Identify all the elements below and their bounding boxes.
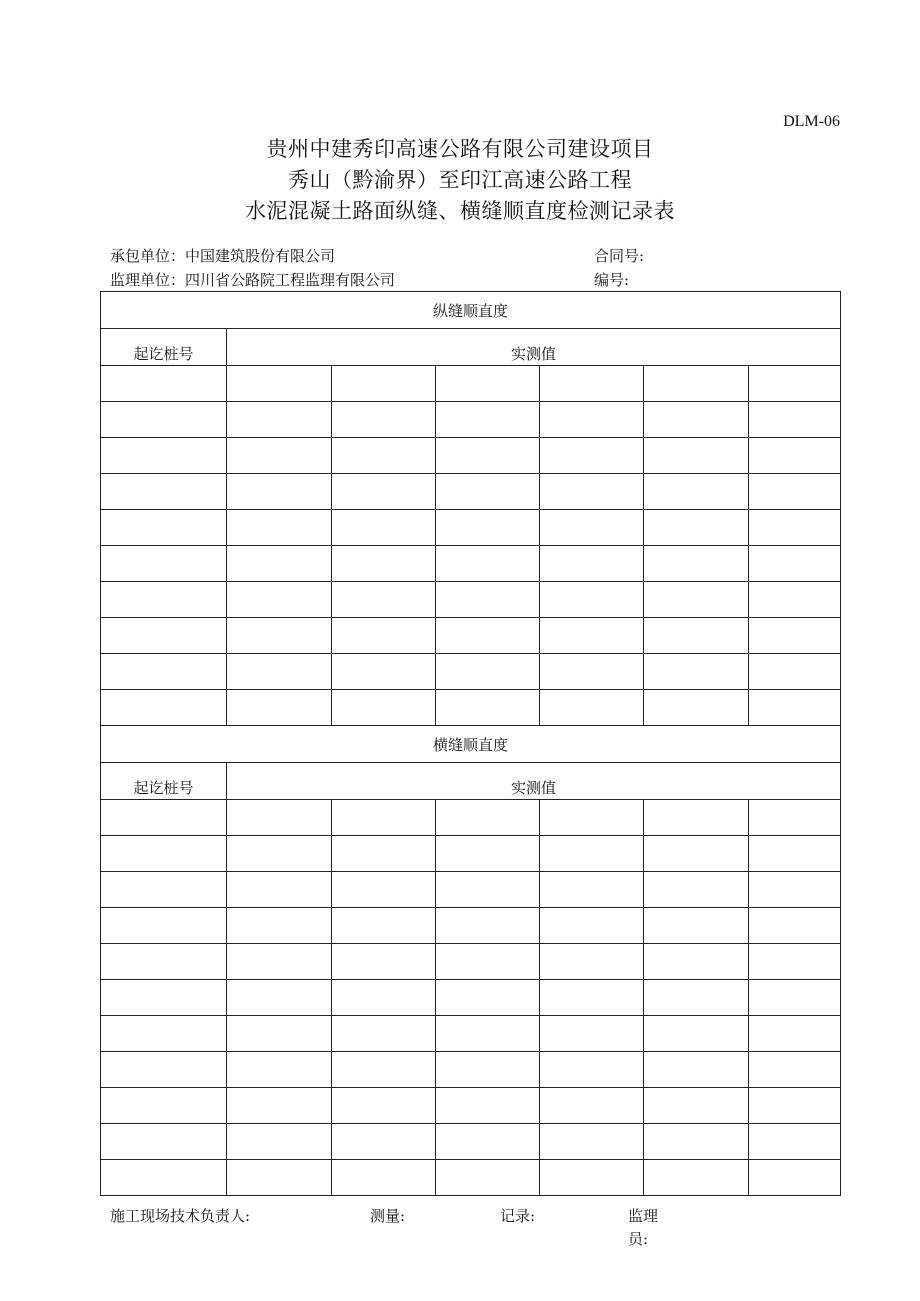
serial-number-field: 编号: bbox=[594, 271, 630, 289]
longitudinal-row bbox=[101, 438, 841, 474]
transverse-row bbox=[101, 944, 841, 980]
transverse-station-cell[interactable] bbox=[101, 800, 227, 836]
form-code: DLM-06 bbox=[783, 113, 840, 130]
transverse-value-cell[interactable] bbox=[227, 1088, 332, 1124]
transverse-value-cell[interactable] bbox=[644, 944, 749, 980]
contract-number-field: 合同号: bbox=[594, 247, 645, 265]
transverse-row bbox=[101, 908, 841, 944]
transverse-value-cell[interactable] bbox=[332, 980, 436, 1016]
transverse-value-cell[interactable] bbox=[227, 980, 332, 1016]
longitudinal-value-cell[interactable] bbox=[644, 474, 749, 510]
longitudinal-value-cell[interactable] bbox=[644, 546, 749, 582]
transverse-station-cell[interactable] bbox=[101, 1052, 227, 1088]
transverse-value-cell[interactable] bbox=[332, 836, 436, 872]
longitudinal-value-cell[interactable] bbox=[227, 438, 332, 474]
supervisor-sign-line1: 监理 bbox=[628, 1207, 659, 1225]
transverse-station-cell[interactable] bbox=[101, 944, 227, 980]
transverse-value-cell[interactable] bbox=[227, 800, 332, 836]
longitudinal-value-cell[interactable] bbox=[644, 510, 749, 546]
longitudinal-station-header: 起讫桩号 bbox=[101, 329, 227, 366]
transverse-section bbox=[101, 726, 841, 1196]
transverse-value-cell[interactable] bbox=[749, 800, 841, 836]
longitudinal-value-cell[interactable] bbox=[749, 402, 841, 438]
longitudinal-value-cell[interactable] bbox=[644, 618, 749, 654]
longitudinal-value-cell[interactable] bbox=[749, 582, 841, 618]
transverse-row bbox=[101, 1016, 841, 1052]
transverse-row bbox=[101, 1160, 841, 1196]
transverse-value-cell[interactable] bbox=[540, 1016, 644, 1052]
longitudinal-row bbox=[101, 654, 841, 690]
longitudinal-value-cell[interactable] bbox=[540, 510, 644, 546]
longitudinal-value-cell[interactable] bbox=[644, 582, 749, 618]
transverse-value-cell[interactable] bbox=[644, 836, 749, 872]
longitudinal-station-cell[interactable] bbox=[101, 510, 227, 546]
longitudinal-row bbox=[101, 510, 841, 546]
transverse-value-cell[interactable] bbox=[644, 872, 749, 908]
transverse-value-cell[interactable] bbox=[227, 1124, 332, 1160]
longitudinal-station-cell[interactable] bbox=[101, 654, 227, 690]
longitudinal-value-cell[interactable] bbox=[436, 366, 540, 402]
longitudinal-station-cell[interactable] bbox=[101, 546, 227, 582]
longitudinal-value-cell[interactable] bbox=[644, 654, 749, 690]
longitudinal-value-cell[interactable] bbox=[227, 618, 332, 654]
transverse-value-cell[interactable] bbox=[436, 836, 540, 872]
transverse-value-cell[interactable] bbox=[436, 908, 540, 944]
transverse-value-cell[interactable] bbox=[749, 836, 841, 872]
longitudinal-value-cell[interactable] bbox=[749, 474, 841, 510]
longitudinal-section bbox=[101, 292, 841, 726]
title-line-3: 水泥混凝土路面纵缝、横缝顺直度检测记录表 bbox=[245, 199, 675, 223]
transverse-value-cell[interactable] bbox=[749, 1124, 841, 1160]
transverse-value-cell[interactable] bbox=[227, 836, 332, 872]
transverse-row bbox=[101, 1052, 841, 1088]
transverse-section-title: 横缝顺直度 bbox=[101, 726, 841, 763]
longitudinal-value-cell[interactable] bbox=[644, 366, 749, 402]
record-table bbox=[100, 291, 841, 1196]
longitudinal-value-cell[interactable] bbox=[436, 654, 540, 690]
longitudinal-station-cell[interactable] bbox=[101, 690, 227, 726]
transverse-row bbox=[101, 1124, 841, 1160]
transverse-value-cell[interactable] bbox=[644, 800, 749, 836]
longitudinal-row bbox=[101, 366, 841, 402]
transverse-station-cell[interactable] bbox=[101, 1160, 227, 1196]
transverse-value-cell[interactable] bbox=[227, 1052, 332, 1088]
longitudinal-value-cell[interactable] bbox=[540, 474, 644, 510]
transverse-value-cell[interactable] bbox=[749, 1088, 841, 1124]
supervisor-sign-line2: 员: bbox=[628, 1230, 649, 1248]
transverse-value-cell[interactable] bbox=[644, 1124, 749, 1160]
longitudinal-value-cell[interactable] bbox=[749, 618, 841, 654]
transverse-value-cell[interactable] bbox=[540, 1052, 644, 1088]
longitudinal-value-cell[interactable] bbox=[749, 654, 841, 690]
longitudinal-value-cell[interactable] bbox=[227, 366, 332, 402]
transverse-value-cell[interactable] bbox=[540, 800, 644, 836]
transverse-value-cell[interactable] bbox=[644, 1160, 749, 1196]
title-block bbox=[0, 134, 920, 227]
transverse-value-cell[interactable] bbox=[332, 1052, 436, 1088]
longitudinal-value-cell[interactable] bbox=[540, 690, 644, 726]
transverse-value-cell[interactable] bbox=[436, 1088, 540, 1124]
longitudinal-value-cell[interactable] bbox=[436, 510, 540, 546]
transverse-row bbox=[101, 836, 841, 872]
longitudinal-station-cell[interactable] bbox=[101, 366, 227, 402]
longitudinal-value-cell[interactable] bbox=[332, 582, 436, 618]
longitudinal-value-cell[interactable] bbox=[227, 654, 332, 690]
longitudinal-row bbox=[101, 546, 841, 582]
transverse-value-cell[interactable] bbox=[227, 1160, 332, 1196]
longitudinal-row bbox=[101, 402, 841, 438]
transverse-value-cell[interactable] bbox=[227, 908, 332, 944]
transverse-value-cell[interactable] bbox=[540, 944, 644, 980]
longitudinal-row bbox=[101, 474, 841, 510]
transverse-measured-header: 实测值 bbox=[227, 763, 841, 800]
transverse-row bbox=[101, 872, 841, 908]
transverse-value-cell[interactable] bbox=[749, 980, 841, 1016]
longitudinal-value-cell[interactable] bbox=[227, 402, 332, 438]
longitudinal-value-cell[interactable] bbox=[540, 366, 644, 402]
transverse-value-cell[interactable] bbox=[227, 872, 332, 908]
transverse-value-cell[interactable] bbox=[332, 1124, 436, 1160]
longitudinal-row bbox=[101, 582, 841, 618]
transverse-row bbox=[101, 800, 841, 836]
longitudinal-value-cell[interactable] bbox=[436, 474, 540, 510]
longitudinal-value-cell[interactable] bbox=[332, 510, 436, 546]
longitudinal-value-cell[interactable] bbox=[540, 546, 644, 582]
longitudinal-value-cell[interactable] bbox=[332, 474, 436, 510]
transverse-value-cell[interactable] bbox=[436, 1160, 540, 1196]
longitudinal-value-cell[interactable] bbox=[644, 438, 749, 474]
longitudinal-value-cell[interactable] bbox=[332, 366, 436, 402]
longitudinal-value-cell[interactable] bbox=[436, 582, 540, 618]
longitudinal-value-cell[interactable] bbox=[540, 618, 644, 654]
title-line-1: 贵州中建秀印高速公路有限公司建设项目 bbox=[266, 137, 654, 161]
transverse-value-cell[interactable] bbox=[540, 1088, 644, 1124]
longitudinal-value-cell[interactable] bbox=[332, 402, 436, 438]
site-tech-lead-sign: 施工现场技术负责人: bbox=[110, 1207, 251, 1225]
longitudinal-value-cell[interactable] bbox=[227, 474, 332, 510]
longitudinal-value-cell[interactable] bbox=[540, 654, 644, 690]
transverse-value-cell[interactable] bbox=[540, 980, 644, 1016]
transverse-value-cell[interactable] bbox=[749, 908, 841, 944]
longitudinal-value-cell[interactable] bbox=[436, 618, 540, 654]
longitudinal-station-cell[interactable] bbox=[101, 402, 227, 438]
transverse-value-cell[interactable] bbox=[540, 908, 644, 944]
supervisor-sign bbox=[628, 1205, 668, 1251]
longitudinal-value-cell[interactable] bbox=[540, 582, 644, 618]
transverse-value-cell[interactable] bbox=[644, 908, 749, 944]
longitudinal-value-cell[interactable] bbox=[332, 618, 436, 654]
transverse-value-cell[interactable] bbox=[749, 1160, 841, 1196]
longitudinal-section-title: 纵缝顺直度 bbox=[101, 292, 841, 329]
longitudinal-station-cell[interactable] bbox=[101, 474, 227, 510]
title-line-2: 秀山（黔渝界）至印江高速公路工程 bbox=[288, 168, 632, 192]
longitudinal-value-cell[interactable] bbox=[436, 438, 540, 474]
transverse-station-cell[interactable] bbox=[101, 1124, 227, 1160]
transverse-value-cell[interactable] bbox=[332, 1160, 436, 1196]
transverse-value-cell[interactable] bbox=[644, 1052, 749, 1088]
transverse-value-cell[interactable] bbox=[332, 944, 436, 980]
longitudinal-value-cell[interactable] bbox=[540, 402, 644, 438]
longitudinal-measured-header: 实测值 bbox=[227, 329, 841, 366]
transverse-station-cell[interactable] bbox=[101, 872, 227, 908]
contractor-field: 承包单位：中国建筑股份有限公司 bbox=[110, 247, 336, 265]
transverse-value-cell[interactable] bbox=[644, 1088, 749, 1124]
transverse-value-cell[interactable] bbox=[749, 872, 841, 908]
transverse-value-cell[interactable] bbox=[436, 1124, 540, 1160]
longitudinal-value-cell[interactable] bbox=[540, 438, 644, 474]
transverse-value-cell[interactable] bbox=[540, 872, 644, 908]
transverse-value-cell[interactable] bbox=[436, 980, 540, 1016]
transverse-row bbox=[101, 1088, 841, 1124]
transverse-value-cell[interactable] bbox=[436, 1016, 540, 1052]
transverse-value-cell[interactable] bbox=[332, 872, 436, 908]
longitudinal-value-cell[interactable] bbox=[749, 510, 841, 546]
transverse-station-cell[interactable] bbox=[101, 1088, 227, 1124]
longitudinal-station-cell[interactable] bbox=[101, 618, 227, 654]
longitudinal-value-cell[interactable] bbox=[332, 438, 436, 474]
transverse-value-cell[interactable] bbox=[644, 980, 749, 1016]
transverse-value-cell[interactable] bbox=[332, 1016, 436, 1052]
longitudinal-station-cell[interactable] bbox=[101, 438, 227, 474]
longitudinal-value-cell[interactable] bbox=[332, 654, 436, 690]
longitudinal-value-cell[interactable] bbox=[749, 366, 841, 402]
longitudinal-row bbox=[101, 618, 841, 654]
longitudinal-row bbox=[101, 690, 841, 726]
transverse-station-cell[interactable] bbox=[101, 980, 227, 1016]
transverse-value-cell[interactable] bbox=[227, 1016, 332, 1052]
longitudinal-value-cell[interactable] bbox=[227, 582, 332, 618]
longitudinal-value-cell[interactable] bbox=[749, 546, 841, 582]
measurer-sign: 测量: bbox=[370, 1207, 406, 1225]
transverse-value-cell[interactable] bbox=[436, 872, 540, 908]
transverse-station-cell[interactable] bbox=[101, 1016, 227, 1052]
transverse-value-cell[interactable] bbox=[749, 944, 841, 980]
longitudinal-value-cell[interactable] bbox=[227, 510, 332, 546]
transverse-station-header: 起讫桩号 bbox=[101, 763, 227, 800]
recorder-sign: 记录: bbox=[500, 1207, 536, 1225]
transverse-value-cell[interactable] bbox=[332, 1088, 436, 1124]
longitudinal-value-cell[interactable] bbox=[332, 690, 436, 726]
transverse-value-cell[interactable] bbox=[540, 836, 644, 872]
longitudinal-value-cell[interactable] bbox=[436, 690, 540, 726]
transverse-value-cell[interactable] bbox=[436, 1052, 540, 1088]
longitudinal-value-cell[interactable] bbox=[436, 546, 540, 582]
transverse-station-cell[interactable] bbox=[101, 836, 227, 872]
transverse-value-cell[interactable] bbox=[540, 1160, 644, 1196]
longitudinal-value-cell[interactable] bbox=[749, 438, 841, 474]
transverse-value-cell[interactable] bbox=[749, 1052, 841, 1088]
longitudinal-value-cell[interactable] bbox=[227, 690, 332, 726]
supervisor-unit-field: 监理单位：四川省公路院工程监理有限公司 bbox=[110, 271, 396, 289]
transverse-value-cell[interactable] bbox=[332, 800, 436, 836]
longitudinal-value-cell[interactable] bbox=[644, 690, 749, 726]
transverse-row bbox=[101, 980, 841, 1016]
transverse-value-cell[interactable] bbox=[436, 800, 540, 836]
longitudinal-value-cell[interactable] bbox=[227, 546, 332, 582]
longitudinal-value-cell[interactable] bbox=[436, 402, 540, 438]
transverse-station-cell[interactable] bbox=[101, 908, 227, 944]
longitudinal-station-cell[interactable] bbox=[101, 582, 227, 618]
longitudinal-value-cell[interactable] bbox=[332, 546, 436, 582]
transverse-value-cell[interactable] bbox=[540, 1124, 644, 1160]
transverse-value-cell[interactable] bbox=[436, 944, 540, 980]
transverse-value-cell[interactable] bbox=[644, 1016, 749, 1052]
transverse-value-cell[interactable] bbox=[749, 1016, 841, 1052]
longitudinal-value-cell[interactable] bbox=[644, 402, 749, 438]
transverse-value-cell[interactable] bbox=[227, 944, 332, 980]
transverse-value-cell[interactable] bbox=[332, 908, 436, 944]
longitudinal-value-cell[interactable] bbox=[749, 690, 841, 726]
